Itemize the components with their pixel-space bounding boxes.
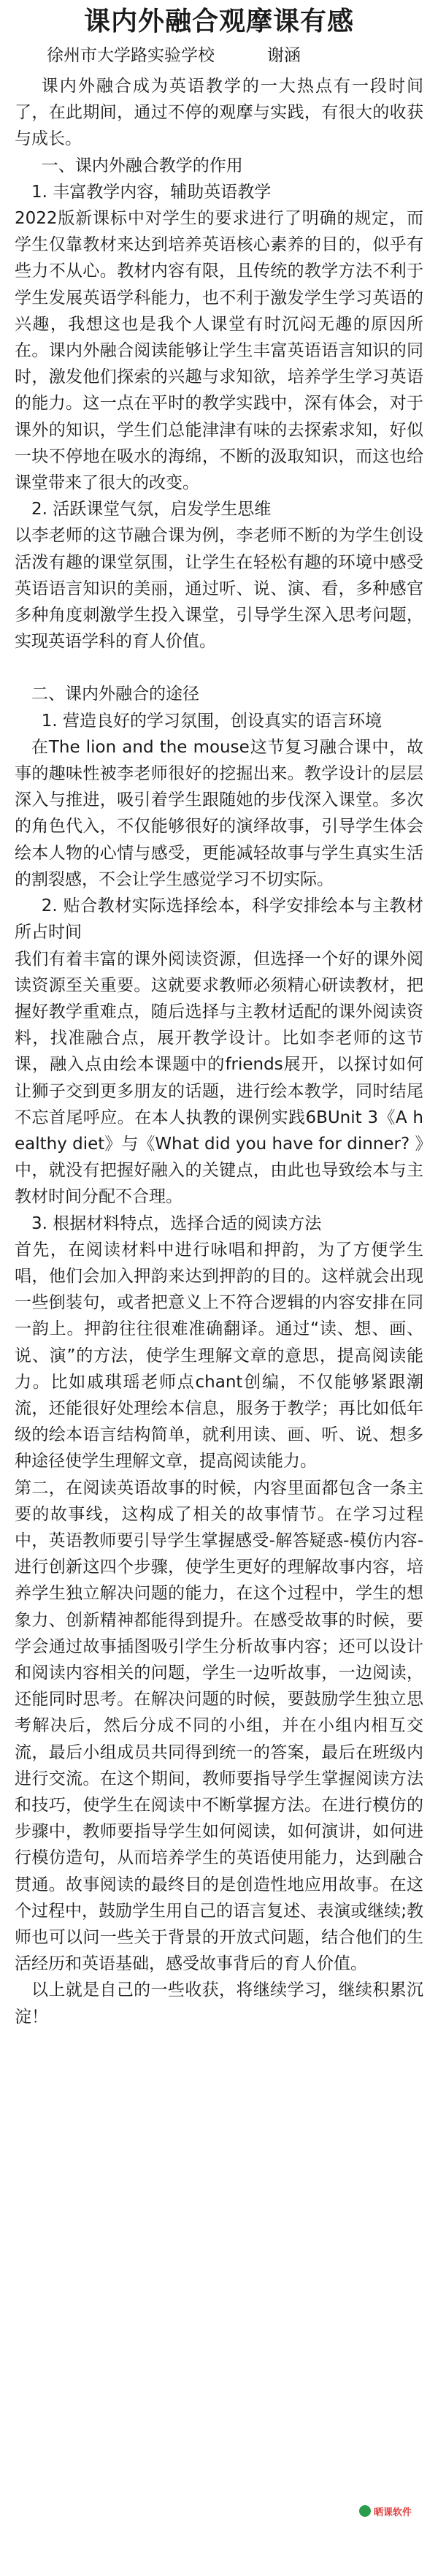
byline xyxy=(15,41,423,70)
body-paragraph: 以李老师的这节融合课为例，李老师不断的为学生创设活泼有趣的课堂氛围，让学生在轻松有趣的环境中感受英语语言知识的美丽，通过听、说、演、看，多种感官多种角度刺激学生投入课堂，引导学生深入思考问题，实现英语学科的育人价值。 xyxy=(15,526,423,652)
school-name: 徐州市大学路实验学校 xyxy=(47,46,215,65)
blank-line xyxy=(15,655,423,681)
subheading-1-1: 1. 丰富教学内容，辅助英语教学 xyxy=(31,182,272,202)
section-heading-2: 二、课内外融合的途径 xyxy=(31,685,199,704)
subheading-2-2: 2. 贴合教材实际选择绘本，科学安排绘本与主教材所占时间 xyxy=(15,896,423,942)
logo-icon xyxy=(359,2505,371,2517)
body-paragraph: 在The lion and the mouse这节复习融合课中，故事的趣味性被李老师很好的挖掘出来。教学设计的层层深入与推进，吸引着学生跟随她的步伐深入课堂。多次的角色代入，不仅能够很好的演绎故事，引导学生体会绘本人物的心情与感受，更能减轻故事与学生真实生活的割裂感，不会让学生感觉学习不切实际。 xyxy=(15,737,423,889)
body-paragraph: 2022版新课标中对学生的要求进行了明确的规定，而学生仅靠教材来达到培养英语核心素养的目的，似乎有些力不从心。教材内容有限，且传统的教学方法不利于学生发展英语学科能力，也不利于激发学生学习英语的兴趣，我想这也是我个人课堂有时沉闷无趣的原因所在。课内外融合阅读能够让学生丰富英语语言知识的同时，激发他们探索的兴趣与求知欲，培养学生学习英语的能力。这一点在平时的教学实践中，深有体会，对于课外的知识，学生们总能津津有味的去探索求知，好似一块不停地在吸水的海绵，不断的汲取知识，而这也给课堂带来了很大的改变。 xyxy=(15,209,423,493)
watermark-logo xyxy=(352,2499,419,2523)
subheading-2-1: 1. 营造良好的学习氛围，创设真实的语言环境 xyxy=(41,711,383,731)
author-name: 谢涵 xyxy=(267,46,301,65)
body-paragraph: 第二，在阅读英语故事的时候，内容里面都包含一条主要的故事线，这构成了相关的故事情节。在学习过程中，英语教师要引导学生掌握感受-解答疑惑-模仿内容-进行创新这四个步骤，使学生更好的理解故事内容，培养学生独立解决问题的能力，在这个过程中，学生的想象力、创新精神都能得到提升。在感受故事的时候，要学会通过故事插图吸引学生分析故事内容；还可以设计和阅读内容相关的问题，学生一边听故事，一边阅读，还能同时思考。在解决问题的时候，要鼓励学生独立思考解决后，然后分成不同的小组，并在小组内相互交流，最后小组成员共同得到统一的答案，最后在班级内进行交流。在这个期间，教师要指导学生掌握阅读方法和技巧，使学生在阅读中不断掌握方法。在进行模仿的步骤中，教师要指导学生如何阅读，如何演讲，如何进行模仿造句，从而培养学生的英语使用能力，达到融合贯通。故事阅读的最终目的是创造性地应用故事。在这个过程中，鼓励学生用自己的语言复述、表演或继续;教师也可以问一些关于背景的开放式问题，结合他们的生活经历和英语基础，感受故事背后的育人价值。 xyxy=(15,1478,423,1974)
body-paragraph: 我们有着丰富的课外阅读资源，但选择一个好的课外阅读资源至关重要。这就要求教师必须精心研读教材，把握好教学重难点，随后选择与主教材适配的课外阅读资料，找准融合点，展开教学设计。比如李老师的这节课，融入点由绘本课题中的friends展开，以探讨如何让狮子交到更多朋友的话题，进行绘本教学，同时结尾不忘首尾呼应。在本人执教的课例实践6BUnit 3《A healthy diet》与《What did you have for dinner? 》中，就没有把握好融入的关键点，由此也导致绘本与主教材时间分配不合理。 xyxy=(15,949,423,1207)
subheading-2-3: 3. 根据材料特点，选择合适的阅读方法 xyxy=(31,1213,322,1233)
article-title: 课内外融合观摩课有感 xyxy=(83,7,354,37)
section-heading-1: 一、课内外融合教学的作用 xyxy=(41,156,243,175)
body-paragraph: 首先，在阅读材料中进行咏唱和押韵，为了方便学生唱，他们会加入押韵来达到押韵的目的。这样就会出现一些倒装句，或者把意义上不符合逻辑的内容安排在同一韵上。押韵往往很难准确翻译。通过“读、想、画、说、演”的方法，使学生理解文章的意思，提高阅读能力。比如戚琪瑶老师点chant创编，不仅能够紧跟潮流，还能很好处理绘本信息，服务于教学；再比如低年级的绘本语言结构简单，就利用读、画、听、说、想多种途径使学生理解文章，提高阅读能力。 xyxy=(15,1240,423,1471)
intro-paragraph: 课内外融合成为英语教学的一大热点有一段时间了，在此期间，通过不停的观摩与实践，有很大的收获与成长。 xyxy=(15,77,423,149)
watermark-text: 晒课软件 xyxy=(373,2507,412,2518)
subheading-1-2: 2. 活跃课堂气氛，启发学生思维 xyxy=(31,500,272,519)
closing-paragraph: 以上就是自己的一些收获，将继续学习，继续积累沉淀！ xyxy=(15,1981,423,2027)
